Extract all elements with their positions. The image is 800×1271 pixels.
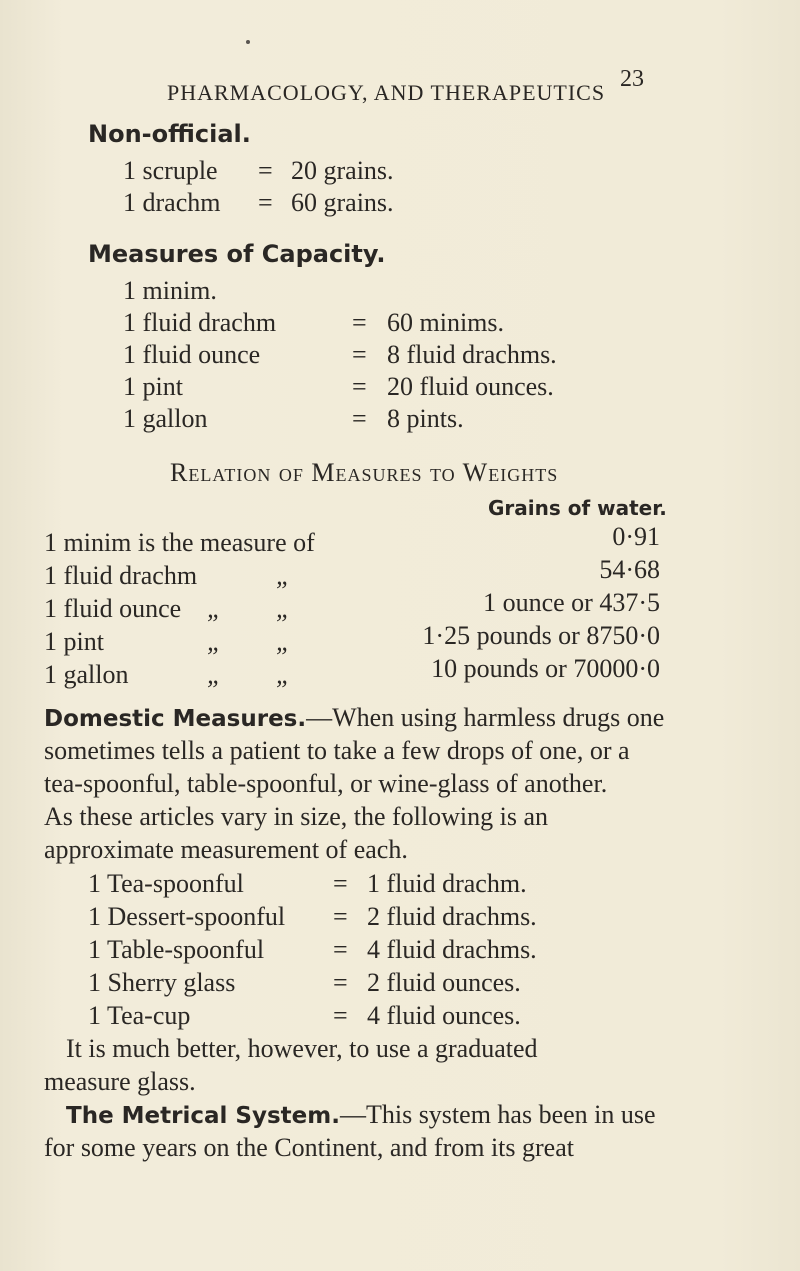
equals-sign: = bbox=[333, 968, 348, 997]
domestic-line-right: 1 fluid drachm. bbox=[367, 869, 527, 898]
page-number: 23 bbox=[620, 66, 644, 92]
non-official-heading: Non-official. bbox=[88, 120, 251, 148]
relation-row-item: 1 fluid ounce bbox=[44, 594, 182, 623]
metrical-paragraph-line: for some years on the Continent, and from its great bbox=[44, 1133, 574, 1162]
capacity-heading: Measures of Capacity. bbox=[88, 240, 386, 268]
equals-sign: = bbox=[333, 869, 348, 898]
capacity-line-left: 1 pint bbox=[123, 372, 183, 401]
relation-row-value: 1 ounce or 437·5 bbox=[483, 588, 660, 617]
capacity-line-left: 1 gallon bbox=[123, 404, 208, 433]
domestic-line-right: 4 fluid ounces. bbox=[367, 1001, 521, 1030]
relation-row-item: 1 fluid drachm bbox=[44, 561, 198, 590]
closing-line: It is much better, however, to use a graduated bbox=[66, 1034, 538, 1063]
metrical-paragraph-line-1 bbox=[66, 1100, 656, 1130]
equals-sign: = bbox=[258, 156, 273, 185]
domestic-paragraph-line-1 bbox=[44, 703, 664, 733]
equals-sign: = bbox=[333, 902, 348, 931]
domestic-line-left: 1 Table-spoonful bbox=[88, 935, 265, 964]
capacity-line-right: 60 minims. bbox=[387, 308, 505, 337]
relation-row-item: 1 pint bbox=[44, 627, 104, 656]
capacity-line-right: 8 pints. bbox=[387, 404, 464, 433]
equals-sign: = bbox=[333, 935, 348, 964]
relation-heading: Relation of Measures to Weights bbox=[170, 458, 559, 487]
capacity-line-left: 1 fluid drachm bbox=[123, 308, 277, 337]
domestic-line-left: 1 Tea-spoonful bbox=[88, 869, 244, 898]
ditto-mark: „ bbox=[207, 660, 222, 689]
domestic-line-right: 2 fluid ounces. bbox=[367, 968, 521, 997]
non-official-line-right: 20 grains. bbox=[291, 156, 394, 185]
equals-sign: = bbox=[352, 308, 367, 337]
relation-row-value: 0·91 bbox=[612, 522, 660, 551]
ditto-mark: „ bbox=[276, 660, 291, 689]
metrical-text: —This system has been in use bbox=[339, 1100, 656, 1129]
relation-row-value: 54·68 bbox=[599, 555, 660, 584]
ditto-mark: „ bbox=[207, 594, 222, 623]
relation-row-item: 1 gallon bbox=[44, 660, 129, 689]
capacity-line-right: 20 fluid ounces. bbox=[387, 372, 554, 401]
running-title: PHARMACOLOGY, AND THERAPEUTICS bbox=[167, 80, 606, 105]
non-official-line-left: 1 scruple bbox=[123, 156, 218, 185]
closing-line: measure glass. bbox=[44, 1067, 196, 1096]
non-official-line-right: 60 grains. bbox=[291, 188, 394, 217]
capacity-line-left: 1 fluid ounce bbox=[123, 340, 261, 369]
ditto-mark: „ bbox=[207, 627, 222, 656]
domestic-paragraph-line: As these articles vary in size, the following is an bbox=[44, 802, 548, 831]
domestic-line-right: 2 fluid drachms. bbox=[367, 902, 537, 931]
domestic-text: —When using harmless drugs one bbox=[306, 703, 665, 732]
relation-row-value: 10 pounds or 70000·0 bbox=[431, 654, 660, 683]
capacity-first-line: 1 minim. bbox=[123, 276, 217, 305]
domestic-line-left: 1 Dessert-spoonful bbox=[88, 902, 286, 931]
domestic-line-left: 1 Tea-cup bbox=[88, 1001, 191, 1030]
equals-sign: = bbox=[258, 188, 273, 217]
ink-speck bbox=[246, 40, 250, 44]
equals-sign: = bbox=[352, 404, 367, 433]
equals-sign: = bbox=[352, 372, 367, 401]
grains-column-heading: Grains of water. bbox=[488, 496, 667, 520]
equals-sign: = bbox=[333, 1001, 348, 1030]
domestic-line-left: 1 Sherry glass bbox=[88, 968, 236, 997]
ditto-mark: „ bbox=[276, 561, 291, 590]
non-official-line-left: 1 drachm bbox=[123, 188, 221, 217]
relation-row-value: 1·25 pounds or 8750·0 bbox=[422, 621, 660, 650]
ditto-mark: „ bbox=[276, 627, 291, 656]
domestic-paragraph-line: approximate measurement of each. bbox=[44, 835, 408, 864]
domestic-paragraph-line: sometimes tells a patient to take a few drops of one, or a bbox=[44, 736, 630, 765]
relation-row-item: 1 minim is the measure of bbox=[44, 528, 315, 557]
domestic-paragraph-line: tea-spoonful, table-spoonful, or wine-glass of another. bbox=[44, 769, 608, 798]
domestic-heading: Domestic Measures. bbox=[44, 706, 307, 732]
domestic-line-right: 4 fluid drachms. bbox=[367, 935, 537, 964]
ditto-mark: „ bbox=[276, 594, 291, 623]
capacity-line-right: 8 fluid drachms. bbox=[387, 340, 557, 369]
equals-sign: = bbox=[352, 340, 367, 369]
metrical-heading: The Metrical System. bbox=[66, 1103, 340, 1129]
